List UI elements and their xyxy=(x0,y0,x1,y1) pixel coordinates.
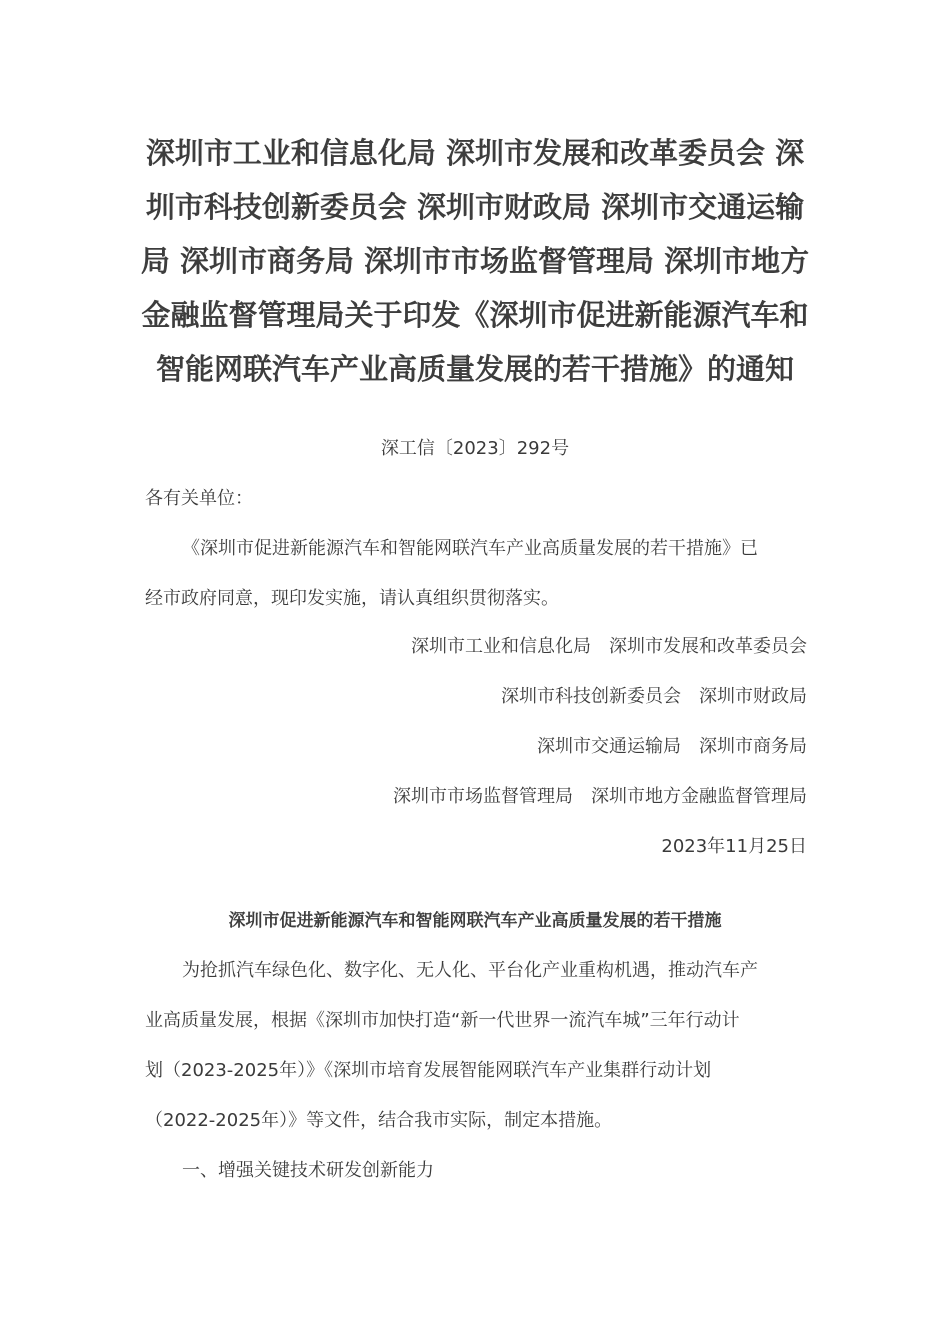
intro-line: 划（2023-2025年）》《深圳市培育发展智能网联汽车产业集群行动计划 xyxy=(145,1060,712,1081)
signatory-line: 深圳市交通运输局 深圳市商务局 xyxy=(537,736,807,757)
measures-title: 深圳市促进新能源汽车和智能网联汽车产业高质量发展的若干措施 xyxy=(228,911,722,931)
title-line: 深圳市工业和信息化局 深圳市发展和改革委员会 深 xyxy=(145,136,805,170)
title-line: 局 深圳市商务局 深圳市市场监督管理局 深圳市地方 xyxy=(140,244,810,278)
title-line: 圳市科技创新委员会 深圳市财政局 深圳市交通运输 xyxy=(145,190,805,224)
title-line: 智能网联汽车产业高质量发展的若干措施》的通知 xyxy=(155,352,794,386)
signatory-line: 深圳市市场监督管理局 深圳市地方金融监督管理局 xyxy=(393,786,807,807)
document-number: 深工信〔2023〕292号 xyxy=(380,438,570,459)
signatory-line: 深圳市工业和信息化局 深圳市发展和改革委员会 xyxy=(411,636,807,657)
body-line: 经市政府同意，现印发实施，请认真组织贯彻落实。 xyxy=(145,588,559,609)
signatory-line: 深圳市科技创新委员会 深圳市财政局 xyxy=(501,686,807,707)
intro-line: （2022-2025年）》等文件，结合我市实际，制定本措施。 xyxy=(145,1110,613,1131)
salutation: 各有关单位： xyxy=(145,488,253,509)
body-line: 《深圳市促进新能源汽车和智能网联汽车产业高质量发展的若干措施》已 xyxy=(182,538,758,559)
intro-line: 为抢抓汽车绿色化、数字化、无人化、平台化产业重构机遇，推动汽车产 xyxy=(182,960,758,981)
document-title xyxy=(140,126,810,396)
title-line: 金融监督管理局关于印发《深圳市促进新能源汽车和 xyxy=(141,298,809,332)
intro-line: 业高质量发展，根据《深圳市加快打造“新一代世界一流汽车城”三年行动计 xyxy=(145,1010,740,1031)
issue-date: 2023年11月25日 xyxy=(661,836,807,857)
section-heading: 一、增强关键技术研发创新能力 xyxy=(182,1160,434,1181)
